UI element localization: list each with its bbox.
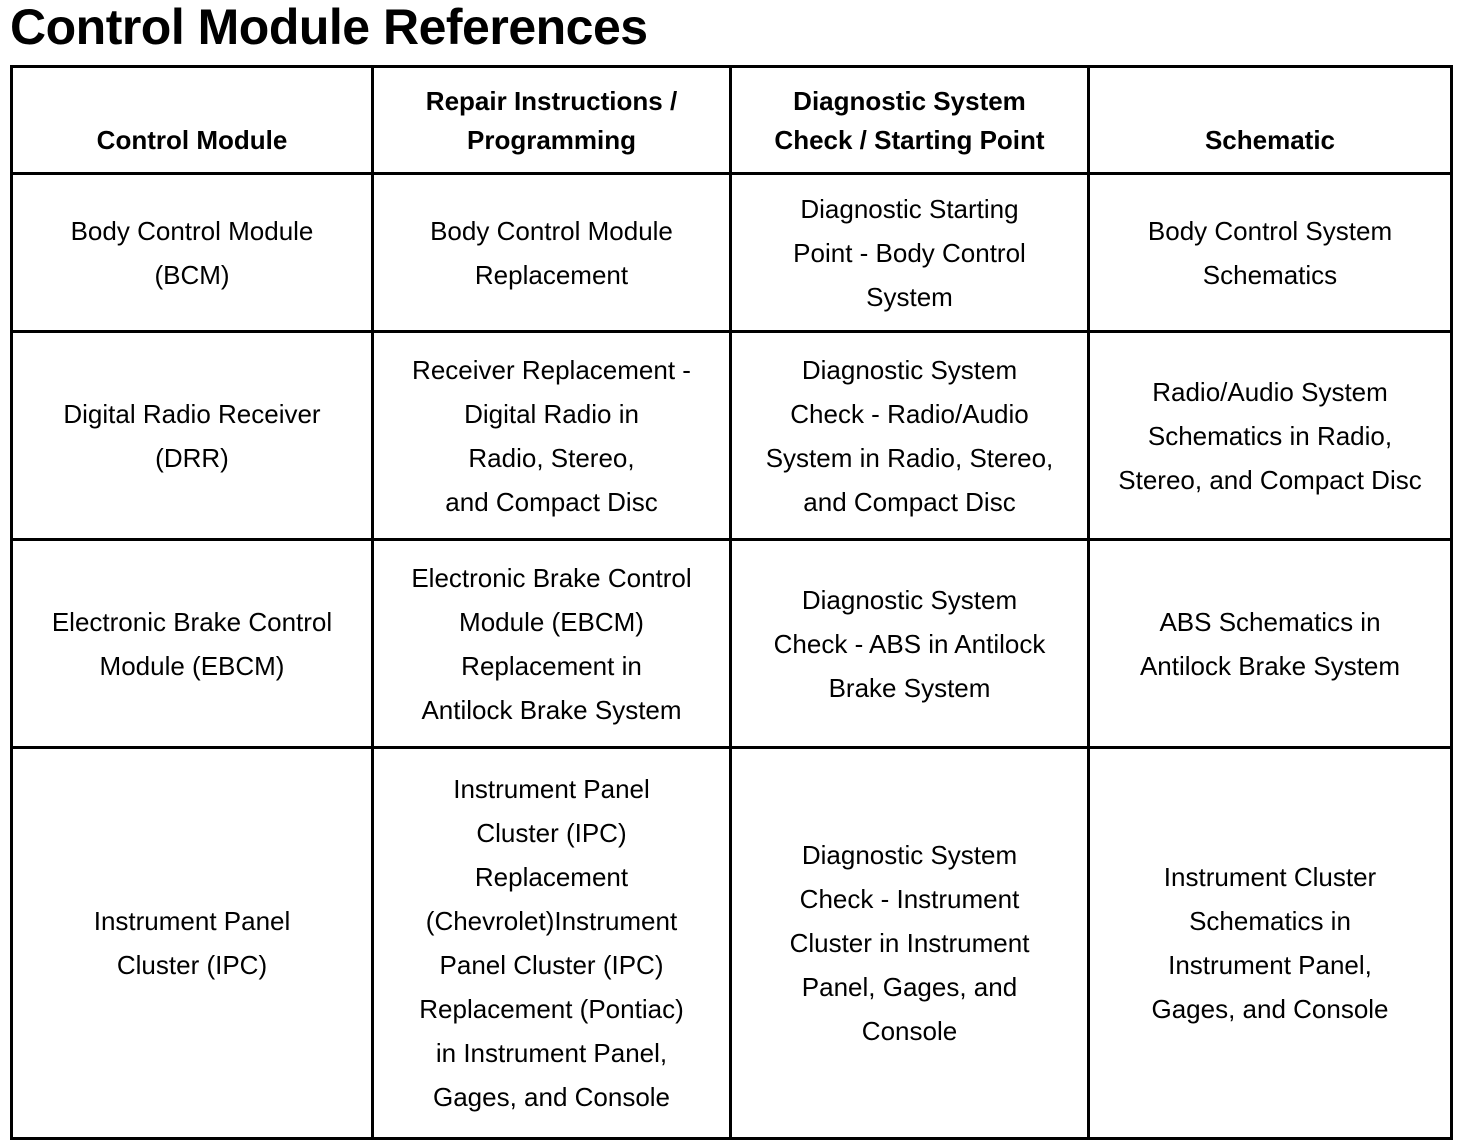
column-header-diagnostic-system-check: Diagnostic System Check / Starting Point [731,67,1089,174]
cell-control-module: Instrument Panel Cluster (IPC) [12,748,373,1139]
cell-diagnostic-system-check: Diagnostic Starting Point - Body Control System [731,174,1089,332]
cell-schematic: Radio/Audio System Schematics in Radio, Stereo, and Compact Disc [1089,332,1452,540]
cell-schematic: ABS Schematics in Antilock Brake System [1089,540,1452,748]
column-header-control-module: Control Module [12,67,373,174]
cell-schematic: Body Control System Schematics [1089,174,1452,332]
cell-schematic: Instrument Cluster Schematics in Instrument Panel, Gages, and Console [1089,748,1452,1139]
cell-repair-instructions: Electronic Brake Control Module (EBCM) Replacement in Antilock Brake System [373,540,731,748]
table-header-row [12,67,1452,174]
cell-control-module: Electronic Brake Control Module (EBCM) [12,540,373,748]
page-title: Control Module References [10,0,648,55]
cell-repair-instructions: Body Control Module Replacement [373,174,731,332]
cell-diagnostic-system-check: Diagnostic System Check - Radio/Audio System in Radio, Stereo, and Compact Disc [731,332,1089,540]
control-module-references-table [10,65,1453,1140]
table-row [12,332,1452,540]
column-header-schematic: Schematic [1089,67,1452,174]
cell-repair-instructions: Receiver Replacement - Digital Radio in Radio, Stereo, and Compact Disc [373,332,731,540]
column-header-repair-instructions: Repair Instructions / Programming [373,67,731,174]
cell-diagnostic-system-check: Diagnostic System Check - ABS in Antilock Brake System [731,540,1089,748]
cell-repair-instructions: Instrument Panel Cluster (IPC) Replacement (Chevrolet)Instrument Panel Cluster (IPC) Replacement (Pontiac) in Instrument Panel, Gages, and Console [373,748,731,1139]
cell-control-module: Body Control Module (BCM) [12,174,373,332]
table-row [12,540,1452,748]
table-row [12,748,1452,1139]
cell-diagnostic-system-check: Diagnostic System Check - Instrument Cluster in Instrument Panel, Gages, and Console [731,748,1089,1139]
cell-control-module: Digital Radio Receiver (DRR) [12,332,373,540]
table-row [12,174,1452,332]
